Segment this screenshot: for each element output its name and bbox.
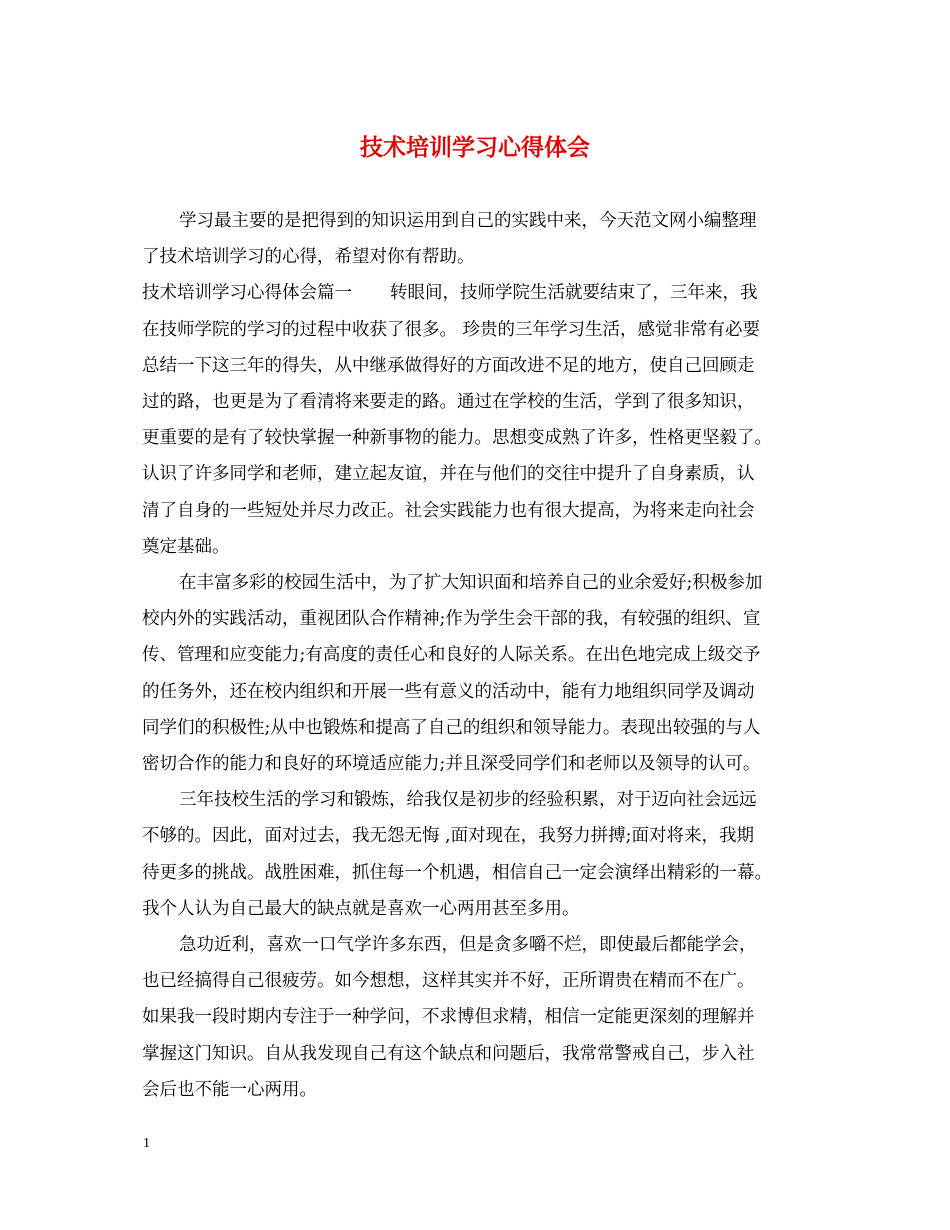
page-title: 技术培训学习心得体会 xyxy=(360,135,590,161)
paragraph-line: 的任务外，还在校内组织和开展一些有意义的活动中，能有力地组织同学及调动 xyxy=(142,681,755,702)
paragraph-line: 三年技校生活的学习和锻炼，给我仅是初步的经验积累，对于迈向社会远远 xyxy=(179,790,757,811)
paragraph-line: 在丰富多彩的校园生活中，为了扩大知识面和培养自己的业余爱好;积极参加 xyxy=(179,573,763,594)
paragraph-line: 密切合作的能力和良好的环境适应能力;并且深受同学们和老师以及领导的认可。 xyxy=(142,754,761,775)
paragraph-line: 总结一下这三年的得失，从中继承做得好的方面改进不足的地方，使自己回顾走 xyxy=(142,355,755,376)
paragraph-line: 认识了许多同学和老师，建立起友谊，并在与他们的交往中提升了自身素质，认 xyxy=(142,464,755,485)
paragraph-line: 会后也不能一心两用。 xyxy=(142,1079,317,1100)
page-number: 1 xyxy=(143,1136,150,1151)
paragraph-line: 不够的。因此，面对过去，我无怨无悔 ,面对现在，我努力拼搏;面对将来，我期 xyxy=(142,826,755,847)
paragraph-line: 也已经搞得自己很疲劳。如今想想，这样其实并不好，正所谓贵在精而不在广。 xyxy=(142,971,755,992)
paragraph-line: 奠定基础。 xyxy=(142,536,230,557)
paragraph-line: 同学们的积极性;从中也锻炼和提高了自己的组织和领导能力。表现出较强的与人 xyxy=(142,717,761,738)
section-heading: 技术培训学习心得体会篇一 xyxy=(142,283,352,304)
paragraph-line: 过的路，也更是为了看清将来要走的路。通过在学校的生活，学到了很多知识， xyxy=(142,392,755,413)
paragraph-text: 转眼间，技师学院生活就要结束了，三年来，我 xyxy=(390,283,758,304)
section-heading-line xyxy=(142,275,820,311)
paragraph-line: 校内外的实践活动，重视团队合作精神;作为学生会干部的我，有较强的组织、宣 xyxy=(142,609,761,630)
paragraph-line: 掌握这门知识。自从我发现自己有这个缺点和问题后，我常常警戒自己，步入社 xyxy=(142,1043,755,1064)
paragraph-line: 传、管理和应变能力;有高度的责任心和良好的人际关系。在出色地完成上级交予 xyxy=(142,645,761,666)
paragraph-line: 清了自身的一些短处并尽力改正。社会实践能力也有很大提高，为将来走向社会 xyxy=(142,500,755,521)
paragraph-line: 学习最主要的是把得到的知识运用到自己的实践中来，今天范文网小编整理 xyxy=(179,211,757,231)
paragraph-line: 如果我一段时期内专注于一种学问，不求博但求精，相信一定能更深刻的理解并 xyxy=(142,1007,755,1028)
paragraph-line: 待更多的挑战。战胜困难，抓住每一个机遇，相信自己一定会演绎出精彩的一幕。 xyxy=(142,862,772,883)
paragraph-line: 在技师学院的学习的过程中收获了很多。 珍贵的三年学习生活，感觉非常有必要 xyxy=(142,319,761,340)
paragraph-line: 了技术培训学习的心得，希望对你有帮助。 xyxy=(142,247,475,268)
paragraph-line: 更重要的是有了较快掌握一种新事物的能力。思想变成熟了许多，性格更坚毅了。 xyxy=(142,428,772,449)
paragraph-line: 急功近利，喜欢一口气学许多东西，但是贪多嚼不烂，即使最后都能学会， xyxy=(179,935,757,956)
paragraph-line: 我个人认为自己最大的缺点就是喜欢一心两用甚至多用。 xyxy=(142,898,580,919)
document-body xyxy=(142,203,820,1108)
